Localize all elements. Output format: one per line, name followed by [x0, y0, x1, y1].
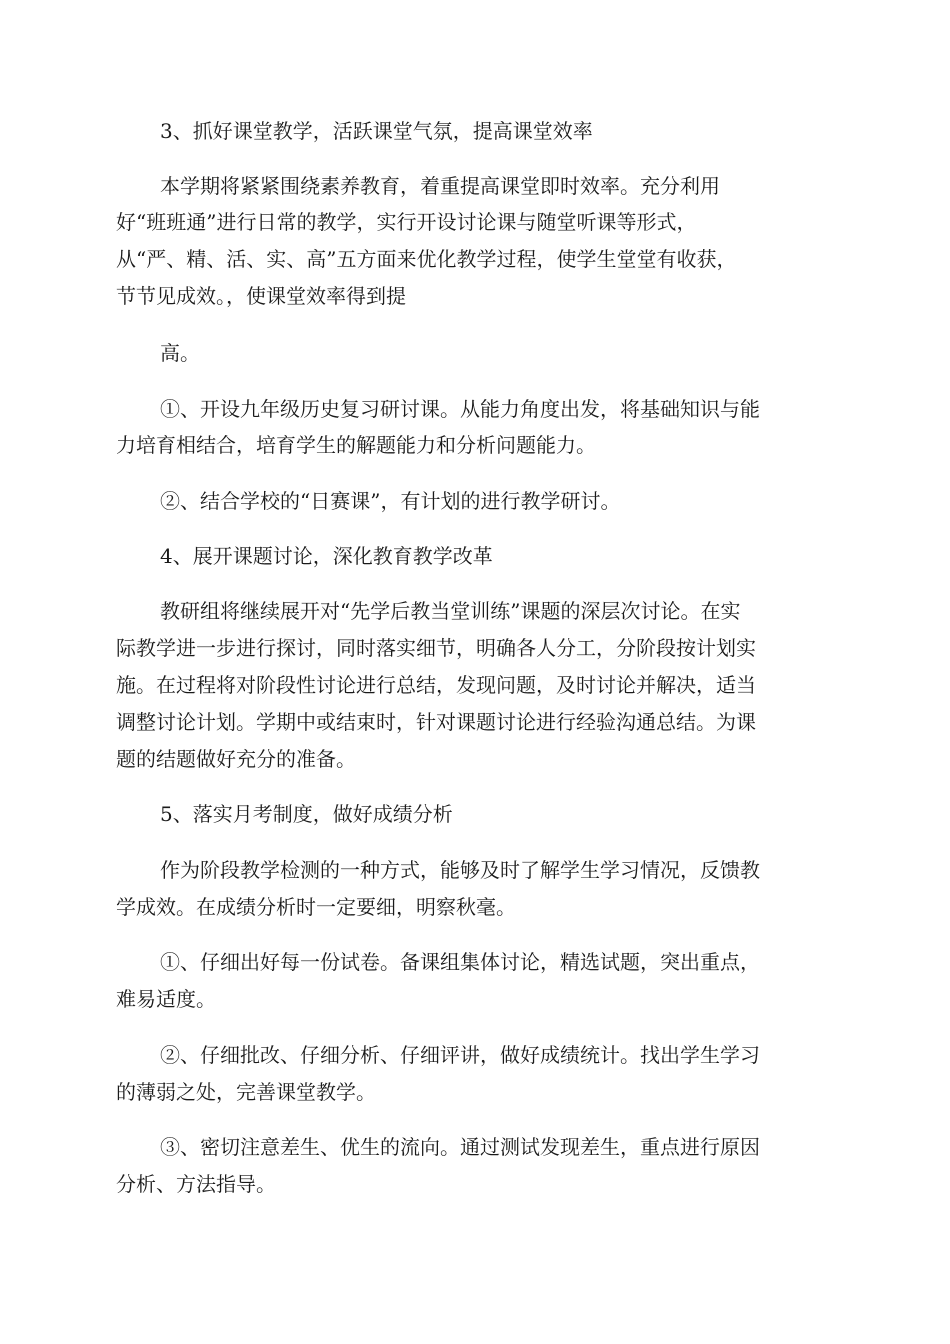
list-item-line: ②、仔细批改、仔细分析、仔细评讲，做好成绩统计。找出学生学习: [160, 1043, 760, 1067]
list-item-line: 分析、方法指导。: [116, 1172, 276, 1196]
paragraph-line: 高。: [160, 341, 200, 365]
paragraph-line: 学成效。在成绩分析时一定要细，明察秋毫。: [116, 895, 516, 919]
paragraph-line: 教研组将继续展开对“先学后教当堂训练”课题的深层次讨论。在实: [160, 599, 741, 623]
list-item-line: ①、仔细出好每一份试卷。备课组集体讨论，精选试题，突出重点，: [160, 950, 760, 974]
paragraph-line: 际教学进一步进行探讨，同时落实细节，明确各人分工，分阶段按计划实: [116, 636, 756, 660]
list-item-line: 难易适度。: [116, 987, 216, 1011]
paragraph-line: 作为阶段教学检测的一种方式，能够及时了解学生学习情况，反馈教: [160, 858, 760, 882]
list-item-line: ①、开设九年级历史复习研讨课。从能力角度出发，将基础知识与能: [160, 397, 760, 421]
list-item-line: 的薄弱之处，完善课堂教学。: [116, 1080, 376, 1104]
paragraph-line: 题的结题做好充分的准备。: [116, 747, 356, 771]
section-heading-4: 4、展开课题讨论，深化教育教学改革: [160, 544, 493, 568]
list-item-line: 力培育相结合，培育学生的解题能力和分析问题能力。: [116, 433, 596, 457]
paragraph-line: 节节见成效。，使课堂效率得到提: [116, 284, 406, 308]
section-heading-5: 5、落实月考制度，做好成绩分析: [160, 802, 453, 826]
list-item-line: ②、结合学校的“日赛课”，有计划的进行教学研讨。: [160, 489, 621, 513]
paragraph-line: 施。在过程将对阶段性讨论进行总结，发现问题，及时讨论并解决，适当: [116, 673, 756, 697]
paragraph-line: 好“班班通”进行日常的教学，实行开设讨论课与随堂听课等形式，: [116, 210, 697, 234]
paragraph-line: 本学期将紧紧围绕素养教育，着重提高课堂即时效率。充分利用: [160, 174, 720, 198]
list-item-line: ③、密切注意差生、优生的流向。通过测试发现差生，重点进行原因: [160, 1135, 760, 1159]
section-heading-3: 3、抓好课堂教学，活跃课堂气氛，提高课堂效率: [160, 119, 593, 143]
paragraph-line: 从“严、精、活、实、高”五方面来优化教学过程，使学生堂堂有收获，: [116, 247, 737, 271]
paragraph-line: 调整讨论计划。学期中或结束时，针对课题讨论进行经验沟通总结。为课: [116, 710, 756, 734]
